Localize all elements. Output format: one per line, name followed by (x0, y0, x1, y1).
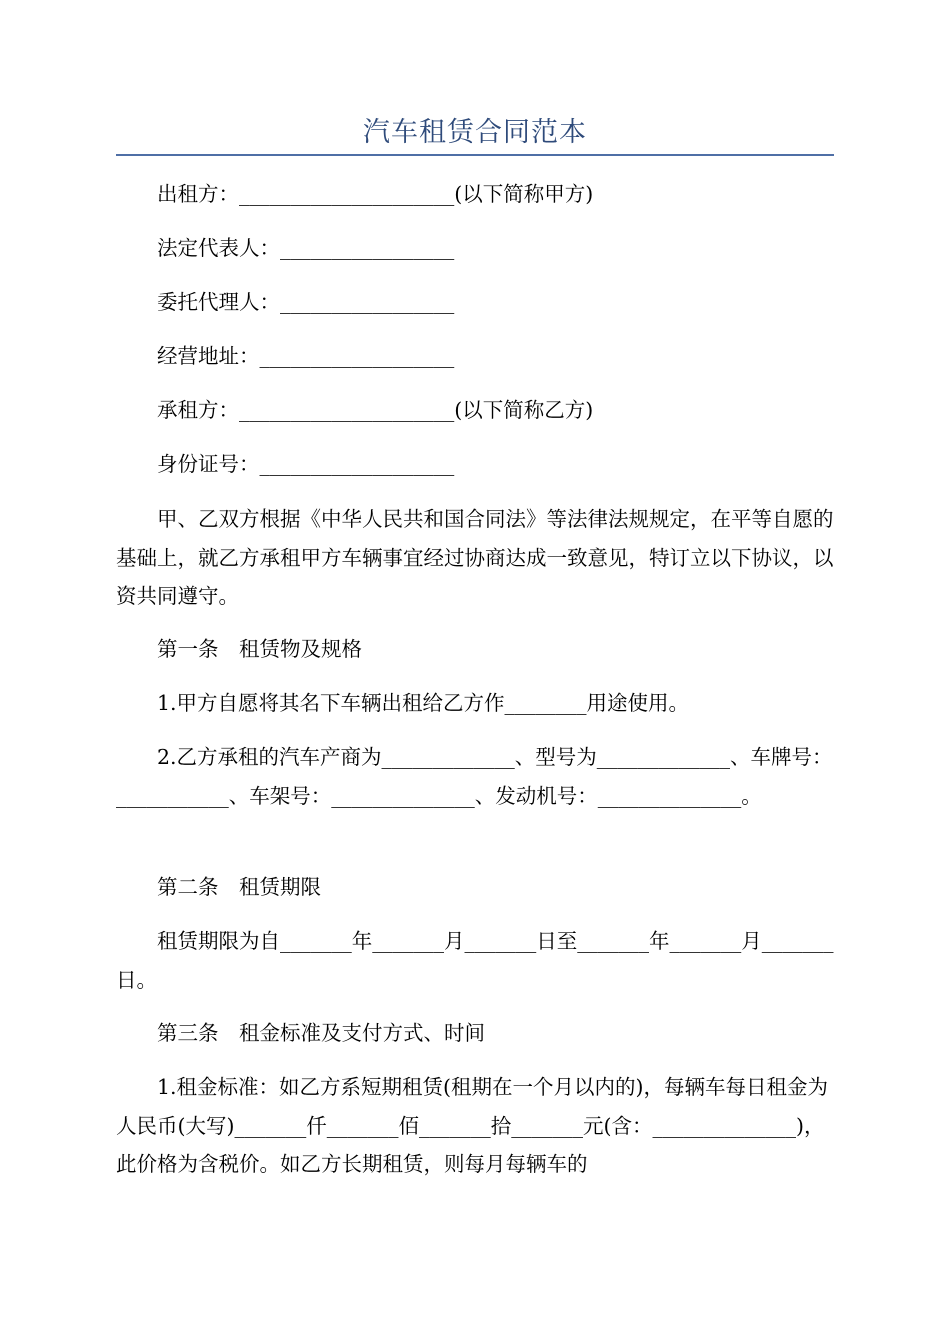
title-underline (116, 154, 834, 156)
article3-item1: 1.租金标准：如乙方系短期租赁(租期在一个月以内的)，每辆车每日租金为人民币(大写)_______仟_______佰_______拾_______元(含：______________)，此价格为含税价。如乙方长期租赁，则每月每辆车的 (116, 1075, 829, 1176)
article2-heading: 第二条 租赁期限 (157, 875, 321, 899)
business-address-line: 经营地址：___________________ (157, 344, 455, 368)
lessor-line: 出租方：_____________________(以下简称甲方) (157, 182, 594, 206)
legal-representative-line: 法定代表人：_________________ (157, 236, 455, 260)
article3-heading: 第三条 租金标准及支付方式、时间 (157, 1021, 485, 1045)
lessee-line: 承租方：_____________________(以下简称乙方) (157, 398, 594, 422)
intro-paragraph: 甲、乙双方根据《中华人民共和国合同法》等法律法规规定，在平等自愿的基础上，就乙方承租甲方车辆事宜经过协商达成一致意见，特订立以下协议，以资共同遵守。 (116, 507, 834, 608)
article2-text: 租赁期限为自_______年_______月_______日至_______年_______月_______日。 (116, 929, 834, 992)
id-number-line: 身份证号：___________________ (157, 452, 455, 476)
article1-heading: 第一条 租赁物及规格 (157, 637, 362, 661)
document-title: 汽车租赁合同范本 (363, 117, 587, 148)
article1-item2: 2.乙方承租的汽车产商为_____________、型号为_____________、车牌号：___________、车架号：______________、发动机号：______________。 (116, 745, 833, 808)
agent-line: 委托代理人：_________________ (157, 290, 455, 314)
article1-item1: 1.甲方自愿将其名下车辆出租给乙方作________用途使用。 (157, 691, 690, 715)
